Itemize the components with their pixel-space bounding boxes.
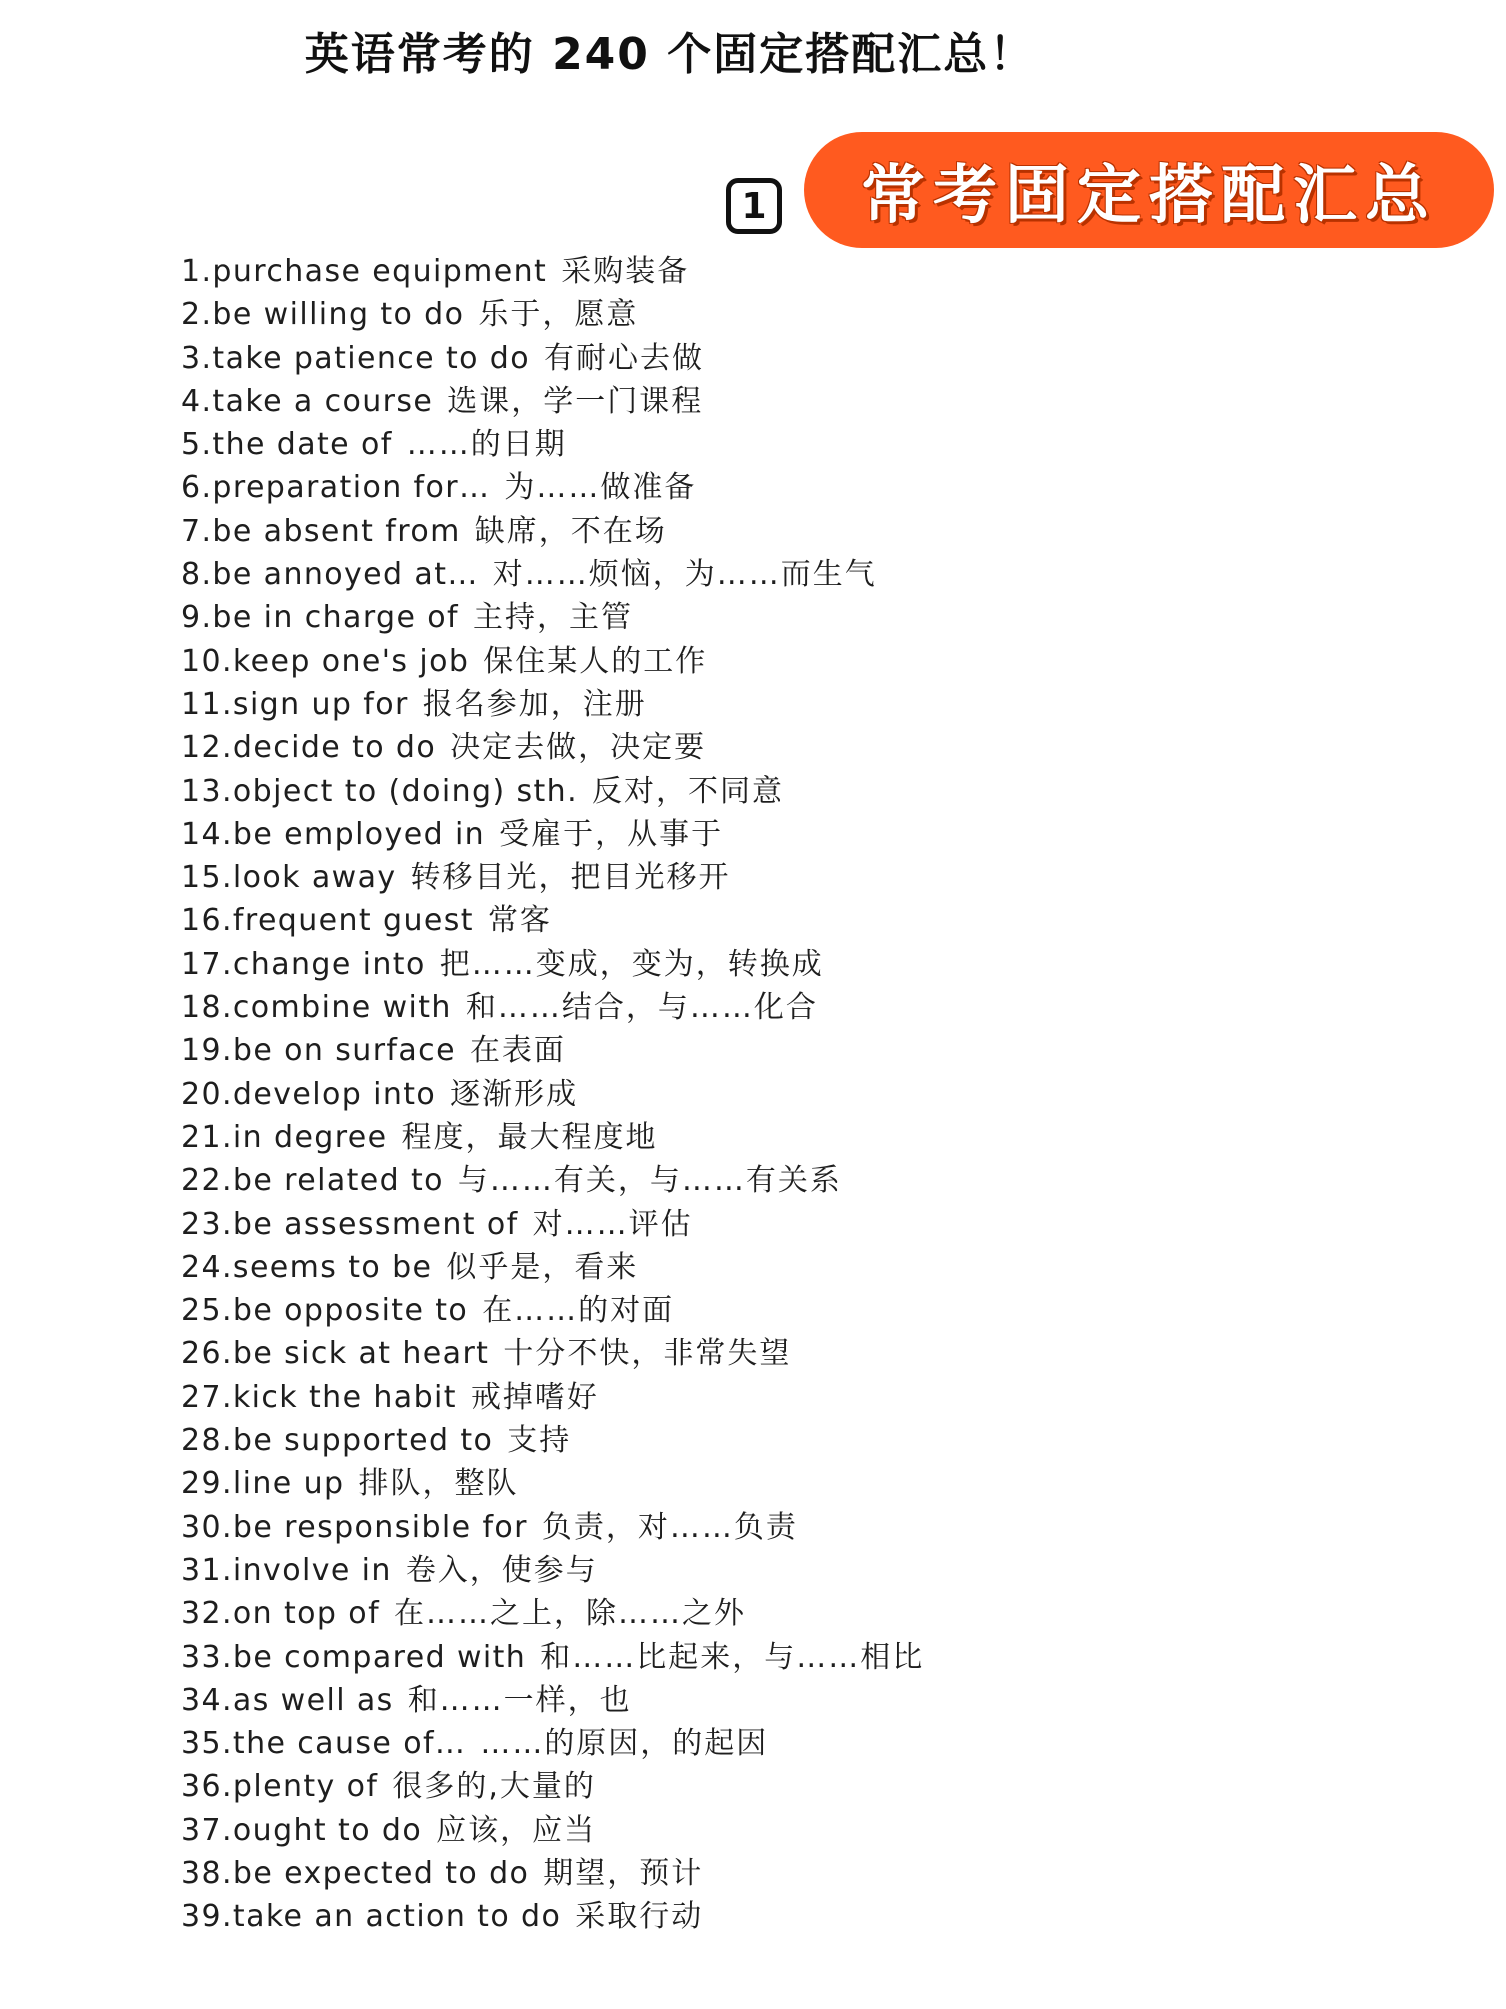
phrase-english: 37.ought to do [181, 1812, 423, 1848]
phrase-chinese: 报名参加，注册 [422, 686, 647, 722]
phrase-chinese: 转移目光，把目光移开 [410, 860, 731, 896]
phrase-english: 8.be annoyed at… [181, 557, 479, 593]
phrase-chinese: 和……比起来，与……相比 [540, 1639, 925, 1675]
phrase-chinese: 乐于，愿意 [478, 297, 639, 333]
phrase-item [181, 293, 924, 336]
section-heading-label: 常考固定搭配汇总 [861, 158, 1437, 233]
phrase-item [181, 943, 924, 986]
phrase-item [181, 1419, 924, 1462]
phrase-chinese: 排队，整队 [358, 1466, 519, 1502]
page-title: 英语常考的 240 个固定搭配汇总！ [304, 29, 1036, 80]
section-number-badge: 1 [726, 178, 782, 234]
phrase-item [181, 1809, 924, 1852]
phrase-chinese: 期望，预计 [543, 1855, 704, 1891]
phrase-chinese: 似乎是，看来 [446, 1249, 639, 1285]
phrase-english: 14.be employed in [181, 816, 486, 852]
phrase-chinese: 逐渐形成 [450, 1076, 579, 1112]
phrase-chinese: ……的原因，的起因 [480, 1726, 769, 1762]
phrase-english: 13.object to (doing) sth. [181, 773, 579, 809]
phrase-english: 39.take an action to do [181, 1899, 562, 1935]
phrase-english: 16.frequent guest [181, 903, 474, 939]
phrase-english: 6.preparation for… [181, 470, 491, 506]
phrase-chinese: 在表面 [469, 1033, 566, 1069]
phrase-english: 4.take a course [181, 383, 434, 419]
phrase-item [181, 1332, 924, 1375]
phrase-english: 35.the cause of… [181, 1726, 467, 1762]
phrase-chinese: 决定去做，决定要 [450, 730, 707, 766]
phrase-chinese: 主持，主管 [473, 600, 633, 636]
phrase-item [181, 899, 924, 942]
phrase-chinese: 戒掉嗜好 [470, 1379, 599, 1415]
phrase-english: 29.line up [181, 1466, 345, 1502]
phrase-item [181, 1462, 924, 1505]
phrase-chinese: 十分不快，非常失望 [503, 1336, 792, 1372]
phrase-chinese: 应该，应当 [436, 1812, 597, 1848]
phrase-chinese: 常客 [487, 903, 552, 939]
phrase-chinese: 在……的对面 [482, 1293, 675, 1329]
phrase-english: 28.be supported to [181, 1423, 494, 1459]
phrase-english: 33.be compared with [181, 1639, 527, 1675]
phrase-chinese: 对……烦恼，为……而生气 [492, 557, 877, 593]
phrase-item [181, 683, 924, 726]
phrase-chinese: 选课，学一门课程 [447, 383, 704, 419]
phrase-chinese: 卷入，使参与 [405, 1552, 598, 1588]
phrase-english: 1.purchase equipment [181, 254, 548, 289]
phrase-item [181, 1765, 924, 1808]
phrase-chinese: 采购装备 [561, 254, 690, 289]
phrase-english: 2.be willing to do [181, 297, 465, 333]
phrase-chinese: 反对，不同意 [592, 773, 785, 809]
phrase-item [181, 986, 924, 1029]
phrase-english: 21.in degree [181, 1119, 388, 1155]
phrase-english: 12.decide to do [181, 730, 437, 766]
phrase-item [181, 1376, 924, 1419]
phrase-english: 25.be opposite to [181, 1293, 469, 1329]
phrase-english: 32.on top of [181, 1596, 381, 1632]
phrase-english: 5.the date of [181, 427, 393, 463]
phrase-english: 7.be absent from [181, 513, 461, 549]
phrase-chinese: 支持 [507, 1423, 572, 1459]
phrase-chinese: 很多的,大量的 [392, 1769, 596, 1805]
phrase-english: 27.kick the habit [181, 1379, 457, 1415]
phrase-chinese: 对……评估 [532, 1206, 693, 1242]
phrase-chinese: 保住某人的工作 [483, 643, 708, 679]
phrase-english: 19.be on surface [181, 1033, 456, 1069]
phrase-item [181, 380, 924, 423]
phrase-chinese: 有耐心去做 [544, 340, 704, 376]
phrase-item [181, 1246, 924, 1289]
section-heading-pill [804, 132, 1494, 248]
phrase-chinese: 程度，最大程度地 [401, 1119, 658, 1155]
phrase-item [181, 856, 924, 899]
phrase-item [181, 1116, 924, 1159]
phrase-item [181, 1029, 924, 1072]
phrase-item [181, 1895, 924, 1938]
phrase-english: 24.seems to be [181, 1249, 433, 1285]
phrase-chinese: ……的日期 [406, 427, 567, 463]
phrase-english: 15.look away [181, 860, 397, 896]
phrase-item [181, 640, 924, 683]
phrase-english: 22.be related to [181, 1163, 444, 1199]
phrase-item [181, 1506, 924, 1549]
phrase-item [181, 770, 924, 813]
phrase-list [181, 250, 924, 1939]
phrase-chinese: 和……一样，也 [407, 1682, 632, 1718]
phrase-item [181, 1203, 924, 1246]
phrase-english: 36.plenty of [181, 1769, 379, 1805]
phrase-english: 20.develop into [181, 1076, 437, 1112]
phrase-chinese: 在……之上，除……之外 [394, 1596, 747, 1632]
phrase-item [181, 596, 924, 639]
phrase-item [181, 553, 924, 596]
phrase-chinese: 与……有关，与……有关系 [457, 1163, 842, 1199]
phrase-english: 10.keep one's job [181, 643, 470, 679]
phrase-english: 11.sign up for [181, 686, 409, 722]
phrase-chinese: 把……变成，变为，转换成 [439, 946, 824, 982]
phrase-chinese: 和……结合，与……化合 [465, 990, 818, 1026]
phrase-item [181, 726, 924, 769]
phrase-item [181, 1852, 924, 1895]
phrase-item [181, 1073, 924, 1116]
phrase-item [181, 1592, 924, 1635]
phrase-item [181, 510, 924, 553]
phrase-item [181, 813, 924, 856]
phrase-item [181, 423, 924, 466]
phrase-english: 3.take patience to do [181, 340, 530, 376]
phrase-item [181, 250, 924, 293]
phrase-english: 9.be in charge of [181, 600, 459, 636]
phrase-item [181, 466, 924, 509]
phrase-english: 26.be sick at heart [181, 1336, 490, 1372]
phrase-chinese: 缺席，不在场 [474, 513, 667, 549]
phrase-item [181, 337, 924, 380]
phrase-english: 17.change into [181, 946, 426, 982]
phrase-english: 30.be responsible for [181, 1509, 528, 1545]
phrase-chinese: 为……做准备 [504, 470, 697, 506]
phrase-english: 38.be expected to do [181, 1855, 530, 1891]
phrase-item [181, 1722, 924, 1765]
phrase-chinese: 采取行动 [575, 1899, 704, 1935]
phrase-item [181, 1289, 924, 1332]
phrase-item [181, 1679, 924, 1722]
phrase-item [181, 1159, 924, 1202]
phrase-english: 18.combine with [181, 990, 452, 1026]
phrase-english: 31.involve in [181, 1552, 392, 1588]
phrase-item [181, 1549, 924, 1592]
phrase-item [181, 1636, 924, 1679]
phrase-chinese: 受雇于，从事于 [499, 816, 724, 852]
phrase-chinese: 负责，对……负责 [541, 1509, 798, 1545]
phrase-english: 23.be assessment of [181, 1206, 519, 1242]
phrase-english: 34.as well as [181, 1682, 394, 1718]
